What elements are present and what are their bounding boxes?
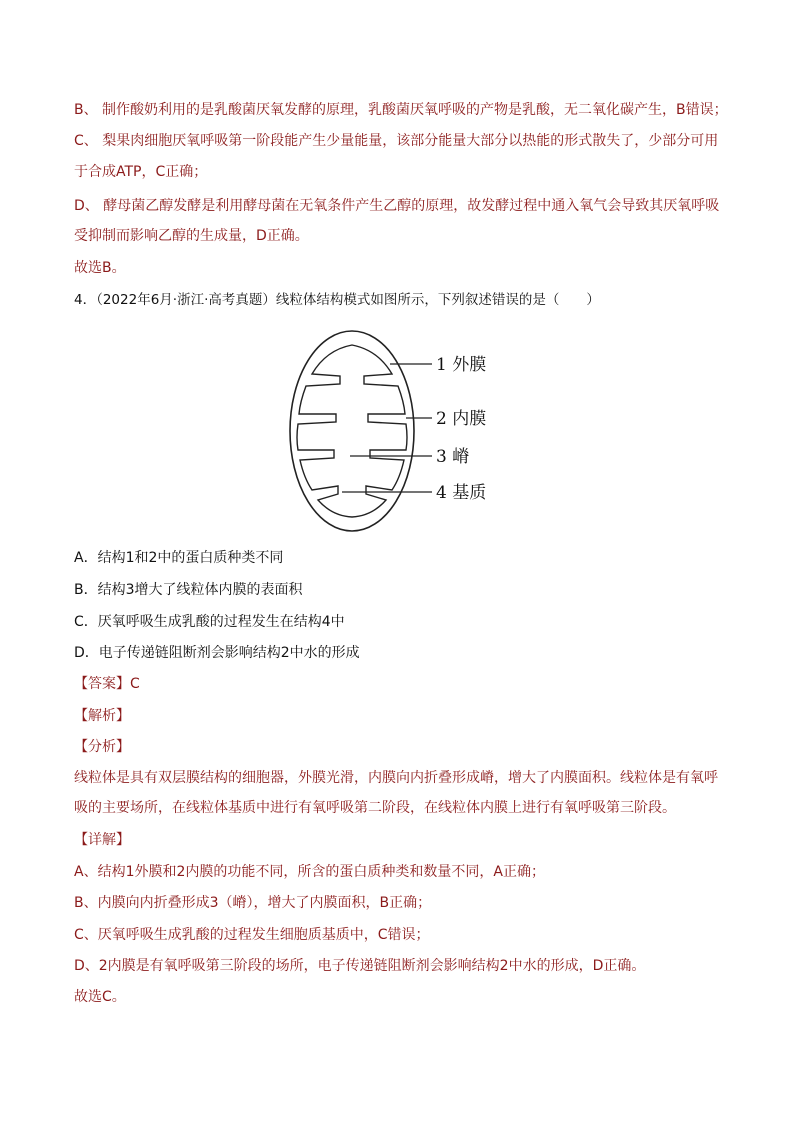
question-stem: 4．（2022年6月·浙江·高考真题）线粒体结构模式如图所示，下列叙述错误的是（ ） (74, 292, 600, 308)
option-a: A．结构1和2中的蛋白质种类不同 (74, 550, 284, 566)
detail-c: C、厌氧呼吸生成乳酸的过程发生细胞质基质中，C错误； (74, 927, 430, 943)
fenxi-line2: 吸的主要场所，在线粒体基质中进行有氧呼吸第二阶段，在线粒体内膜上进行有氧呼吸第三阶段。 (74, 800, 676, 816)
option-d: D．电子传递链阻断剂会影响结构2中水的形成 (74, 645, 360, 661)
fenxi-line1: 线粒体是具有双层膜结构的细胞器，外膜光滑，内膜向内折叠形成嵴，增大了内膜面积。线粒体是有氧呼 (74, 770, 718, 786)
prev-detail-d-line1: D、 酵母菌乙醇发酵是利用酵母菌在无氧条件产生乙醇的原理，故发酵过程中通入氧气会导致其厌氧呼吸 (74, 198, 720, 214)
fenxi-tag: 【分析】 (74, 739, 130, 755)
prev-detail-d-line2: 受抑制而影响乙醇的生成量，D正确。 (74, 228, 309, 244)
prev-choose: 故选B。 (74, 260, 126, 276)
figure-label-4: 4 基质 (436, 483, 487, 503)
detail-tag: 【详解】 (74, 832, 130, 848)
answer-line: 【答案】C (74, 676, 140, 692)
analysis-tag: 【解析】 (74, 708, 130, 724)
final-choose: 故选C。 (74, 989, 126, 1005)
prev-detail-c-line1: C、 梨果肉细胞厌氧呼吸第一阶段能产生少量能量，该部分能量大部分以热能的形式散失了，少部分可用 (74, 133, 719, 149)
prev-detail-c-line2: 于合成ATP，C正确； (74, 164, 208, 180)
option-b: B．结构3增大了线粒体内膜的表面积 (74, 582, 303, 598)
figure-label-1: 1 外膜 (436, 355, 487, 375)
mitochondria-diagram (280, 326, 520, 544)
outer-membrane (290, 331, 414, 531)
detail-b: B、内膜向内折叠形成3（嵴），增大了内膜面积，B正确； (74, 895, 432, 911)
option-c: C．厌氧呼吸生成乳酸的过程发生在结构4中 (74, 614, 345, 630)
figure-label-3: 3 嵴 (436, 447, 470, 467)
inner-membrane (297, 345, 407, 517)
detail-a: A、结构1外膜和2内膜的功能不同，所含的蛋白质种类和数量不同，A正确； (74, 864, 545, 880)
mitochondria-figure (280, 326, 520, 544)
prev-detail-b: B、 制作酸奶利用的是乳酸菌厌氧发酵的原理，乳酸菌厌氧呼吸的产物是乳酸，无二氧化碳产生，B错误； (74, 102, 728, 118)
detail-d: D、2内膜是有氧呼吸第三阶段的场所，电子传递链阻断剂会影响结构2中水的形成，D正确。 (74, 958, 646, 974)
figure-label-2: 2 内膜 (436, 409, 487, 429)
